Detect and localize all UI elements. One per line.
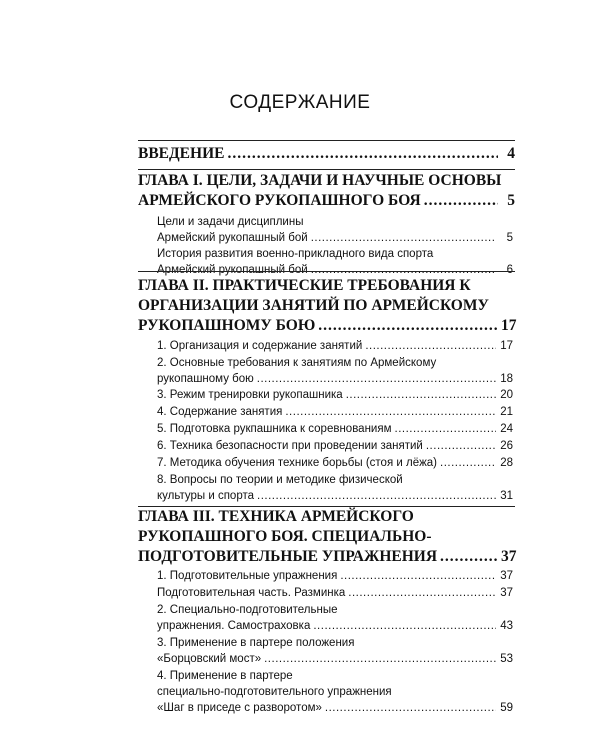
chapter-title-line: АРМЕЙСКОГО РУКОПАШНОГО БОЯ xyxy=(138,192,421,209)
toc-entry[interactable] xyxy=(157,214,513,246)
entry-line: «Борцовский мост» xyxy=(157,653,262,665)
entry-line: 2. Специально-подготовительные xyxy=(157,604,338,616)
entry-page: 31 xyxy=(500,490,513,502)
divider xyxy=(138,169,515,170)
chapter-title-row xyxy=(138,191,515,211)
leader-dots xyxy=(346,387,496,403)
entry-line: История развития военно-прикладного вида спорта xyxy=(157,248,434,260)
toc-intro-row xyxy=(138,144,515,164)
chapter-title-line: ГЛАВА II. ПРАКТИЧЕСКИЕ ТРЕБОВАНИЯ К xyxy=(138,277,471,294)
toc-entry[interactable] xyxy=(157,472,513,504)
entry-row xyxy=(157,618,513,634)
entry-page: 37 xyxy=(500,570,513,582)
toc-entry[interactable] xyxy=(157,455,513,471)
toc-chapter-1[interactable] xyxy=(138,171,515,211)
toc-entry[interactable] xyxy=(157,246,513,278)
toc-entry[interactable] xyxy=(157,421,513,437)
toc-entry[interactable] xyxy=(157,438,513,454)
entry-row xyxy=(157,387,513,403)
leader-dots xyxy=(325,700,496,716)
entry-line: специально-подготовительного упражнения xyxy=(157,686,392,698)
chapter-title-row xyxy=(138,547,515,567)
chapter-title-line: РУКОПАШНОГО БОЯ. СПЕЦИАЛЬНО- xyxy=(138,528,432,545)
divider xyxy=(138,271,515,272)
leader-dots xyxy=(318,316,498,336)
toc-intro-label: ВВЕДЕНИЕ xyxy=(138,145,225,162)
entry-page: 20 xyxy=(500,389,513,401)
leader-dots xyxy=(264,651,496,667)
entry-row xyxy=(157,404,513,420)
toc-entry[interactable] xyxy=(157,387,513,403)
entry-page: 59 xyxy=(500,702,513,714)
entry-line: культуры и спорта xyxy=(157,490,255,502)
chapter-title-line: РУКОПАШНОМУ БОЮ xyxy=(138,317,316,334)
toc-entry[interactable] xyxy=(157,355,513,387)
entry-page: 26 xyxy=(500,440,513,452)
entry-row xyxy=(157,421,513,437)
chapter-title-line: ПОДГОТОВИТЕЛЬНЫЕ УПРАЖНЕНИЯ xyxy=(138,548,438,565)
entry-page: 5 xyxy=(506,232,513,244)
entry-row xyxy=(157,338,513,354)
leader-dots xyxy=(395,421,497,437)
toc-entry[interactable] xyxy=(157,585,513,601)
chapter-title-line: ОРГАНИЗАЦИИ ЗАНЯТИЙ ПО АРМЕЙСКОМУ xyxy=(138,297,489,314)
entry-line: 1. Организация и содержание занятий xyxy=(157,340,363,352)
entry-row xyxy=(157,455,513,471)
entry-page: 28 xyxy=(500,457,513,469)
leader-dots xyxy=(440,455,496,471)
toc-entry[interactable] xyxy=(157,338,513,354)
leader-dots xyxy=(440,547,498,567)
chapter-page: 17 xyxy=(501,317,517,334)
leader-dots xyxy=(424,191,498,211)
entry-row xyxy=(157,230,513,246)
entry-row xyxy=(157,585,513,601)
toc-entry[interactable] xyxy=(157,404,513,420)
entry-line: 4. Содержание занятия xyxy=(157,406,283,418)
entry-line: 3. Применение в партере положения xyxy=(157,637,355,649)
entry-line: 5. Подготовка рукпашника к соревнованиям xyxy=(157,423,392,435)
chapter-page: 37 xyxy=(501,548,517,565)
entry-page: 21 xyxy=(500,406,513,418)
entry-page: 17 xyxy=(500,340,513,352)
leader-dots xyxy=(348,585,496,601)
entry-row xyxy=(157,438,513,454)
leader-dots xyxy=(426,438,496,454)
toc-chapter-3[interactable] xyxy=(138,507,515,567)
leader-dots xyxy=(227,144,498,164)
toc-intro[interactable] xyxy=(138,144,515,164)
toc-entry[interactable] xyxy=(157,635,513,667)
chapter-title-line: ГЛАВА I. ЦЕЛИ, ЗАДАЧИ И НАУЧНЫЕ ОСНОВЫ xyxy=(138,172,502,189)
chapter-page: 5 xyxy=(507,192,515,209)
entry-line: «Шаг в приседе с разворотом» xyxy=(157,702,322,714)
page-title: СОДЕРЖАНИЕ xyxy=(229,92,371,113)
toc-entry[interactable] xyxy=(157,668,513,716)
entry-line: Армейский рукопашный бой xyxy=(157,264,308,276)
entry-page: 18 xyxy=(500,373,513,385)
toc-entry[interactable] xyxy=(157,568,513,584)
leader-dots xyxy=(340,568,496,584)
entry-line: Цели и задачи дисциплины xyxy=(157,216,304,228)
entry-line: 4. Применение в партере xyxy=(157,670,293,682)
entry-row xyxy=(157,488,513,504)
entry-line: 2. Основные требования к занятиям по Армейскому xyxy=(157,357,437,369)
entry-page: 53 xyxy=(500,653,513,665)
entry-page: 37 xyxy=(500,587,513,599)
entry-page: 24 xyxy=(500,423,513,435)
leader-dots xyxy=(313,618,496,634)
entry-line: 3. Режим тренировки рукопашника xyxy=(157,389,343,401)
entry-row xyxy=(157,568,513,584)
entry-row xyxy=(157,371,513,387)
leader-dots xyxy=(365,338,496,354)
entry-line: 7. Методика обучения технике борьбы (стоя и лёжа) xyxy=(157,457,438,469)
entry-line: 8. Вопросы по теории и методике физической xyxy=(157,474,403,486)
chapter-title-row xyxy=(138,316,515,336)
entry-page: 6 xyxy=(506,264,513,276)
leader-dots xyxy=(311,230,496,246)
entry-line: 6. Техника безопасности при проведении занятий xyxy=(157,440,423,452)
divider xyxy=(138,140,515,141)
entry-line: Армейский рукопашный бой xyxy=(157,232,308,244)
toc-entry[interactable] xyxy=(157,602,513,634)
leader-dots xyxy=(285,404,496,420)
leader-dots xyxy=(257,488,496,504)
leader-dots xyxy=(257,371,496,387)
toc-chapter-2[interactable] xyxy=(138,276,515,336)
chapter-title-line: ГЛАВА III. ТЕХНИКА АРМЕЙСКОГО xyxy=(138,508,414,525)
entry-row xyxy=(157,700,513,716)
entry-line: упражнения. Самостраховка xyxy=(157,620,311,632)
entry-line: рукопашному бою xyxy=(157,373,254,385)
entry-line: 1. Подготовительные упражнения xyxy=(157,570,338,582)
entry-row xyxy=(157,651,513,667)
toc-intro-page: 4 xyxy=(507,145,515,162)
entry-page: 43 xyxy=(500,620,513,632)
entry-line: Подготовительная часть. Разминка xyxy=(157,587,346,599)
